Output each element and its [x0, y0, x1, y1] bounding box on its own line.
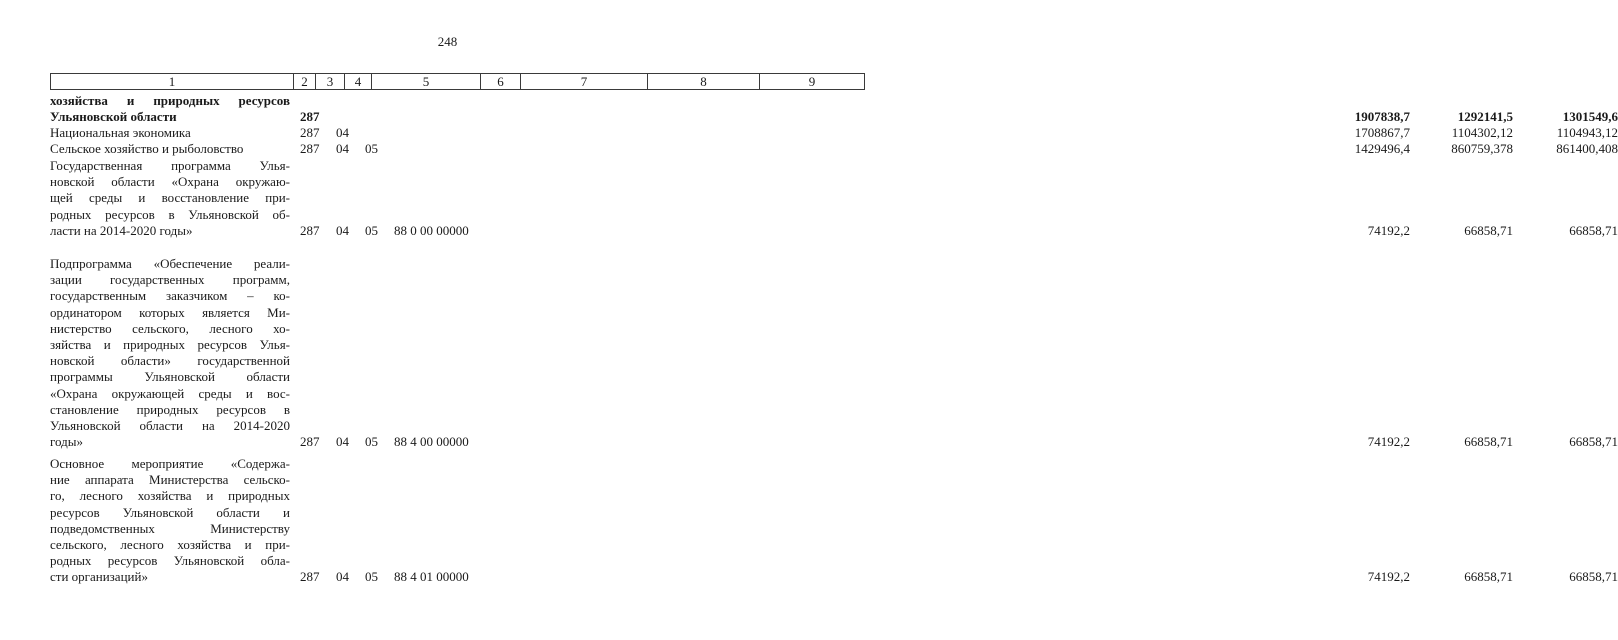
column-header-row [50, 73, 865, 90]
description-line: го, лесного хозяйства и природных [50, 488, 290, 504]
description-line: зации государственных программ, [50, 272, 290, 288]
cell-c7: 74192,2 [1367, 222, 1410, 238]
description-line: сельского, лесного хозяйства и при- [50, 537, 290, 553]
cell-c3: 04 [336, 125, 349, 140]
description-line: Сельское хозяйство и рыболовство [50, 141, 244, 156]
column-header-6: 6 [481, 74, 521, 90]
cell-c4: 05 [365, 569, 378, 585]
description-line: государственным заказчиком – ко- [50, 288, 290, 304]
row-description [50, 93, 290, 125]
description-line: ординатором которых является Ми- [50, 304, 290, 320]
cell-c3: 04 [336, 434, 349, 450]
description-line: Подпрограмма «Обеспечение реали- [50, 256, 290, 271]
page-number: 248 [437, 34, 458, 49]
description-line: новской области» государственной [50, 353, 290, 369]
description-line: родных ресурсов Ульяновской обла- [50, 553, 290, 569]
column-header-7: 7 [521, 74, 648, 90]
description-line: зяйства и природных ресурсов Улья- [50, 337, 290, 353]
cell-c7: 1907838,7 [1354, 109, 1410, 125]
description-line: нистерство сельского, лесного хо- [50, 320, 290, 336]
cell-c5: 88 0 00 00000 [394, 222, 469, 238]
cell-c4: 05 [365, 434, 378, 450]
cell-c9: 1301549,6 [1562, 109, 1618, 125]
cell-c8: 1292141,5 [1457, 109, 1513, 125]
column-header-8: 8 [648, 74, 760, 90]
cell-c8: 860759,378 [1451, 141, 1513, 156]
column-header-3: 3 [316, 74, 345, 90]
cell-c8: 66858,71 [1464, 222, 1513, 238]
cell-c2: 287 [300, 434, 320, 450]
cell-c7: 1429496,4 [1354, 141, 1410, 156]
cell-c9: 66858,71 [1569, 569, 1618, 585]
cell-c3: 04 [336, 141, 349, 156]
description-line: годы» [50, 434, 83, 450]
column-header-1: 1 [51, 74, 294, 90]
cell-c9: 861400,408 [1556, 141, 1618, 156]
description-line: «Охрана окружающей среды и вос- [50, 385, 290, 401]
description-line: Основное мероприятие «Содержа- [50, 456, 290, 471]
row-description [50, 456, 290, 586]
cell-c2: 287 [300, 141, 320, 156]
description-line: ласти на 2014-2020 годы» [50, 222, 193, 238]
cell-c9: 66858,71 [1569, 222, 1618, 238]
column-header-5: 5 [372, 74, 481, 90]
description-line: подведомственных Министерству [50, 520, 290, 536]
table-row [50, 93, 1618, 125]
description-line: Ульяновской области [50, 109, 177, 125]
description-line: родных ресурсов в Ульяновской об- [50, 206, 290, 222]
cell-c4: 05 [365, 141, 378, 156]
description-line: ние аппарата Министерства сельско- [50, 472, 290, 488]
table-row [50, 141, 1618, 157]
cell-c3: 04 [336, 569, 349, 585]
description-line: хозяйства и природных ресурсов [50, 93, 290, 108]
description-line: сти организаций» [50, 569, 148, 585]
row-description [50, 158, 290, 239]
cell-c5: 88 4 01 00000 [394, 569, 469, 585]
description-line: щей среды и восстановление при- [50, 190, 290, 206]
row-description [50, 256, 290, 450]
cell-c2: 287 [300, 125, 320, 140]
cell-c3: 04 [336, 222, 349, 238]
description-line: Национальная экономика [50, 125, 191, 140]
description-line: Государственная программа Улья- [50, 158, 290, 173]
description-line: Ульяновской области на 2014-2020 [50, 418, 290, 434]
cell-c5: 88 4 00 00000 [394, 434, 469, 450]
cell-c8: 66858,71 [1464, 569, 1513, 585]
description-line: становление природных ресурсов в [50, 401, 290, 417]
description-line: ресурсов Ульяновской области и [50, 504, 290, 520]
table-row [50, 456, 1618, 586]
description-line: программы Ульяновской области [50, 369, 290, 385]
row-description [50, 141, 290, 157]
column-header-9: 9 [760, 74, 865, 90]
cell-c2: 287 [300, 222, 320, 238]
cell-c9: 66858,71 [1569, 434, 1618, 450]
cell-c2: 287 [300, 109, 320, 125]
column-header-2: 2 [294, 74, 316, 90]
cell-c2: 287 [300, 569, 320, 585]
column-header-4: 4 [345, 74, 372, 90]
cell-c8: 1104302,12 [1451, 125, 1513, 140]
table-row [50, 125, 1618, 141]
table-row [50, 158, 1618, 239]
row-description [50, 125, 290, 141]
cell-c7: 74192,2 [1367, 434, 1410, 450]
cell-c7: 1708867,7 [1354, 125, 1410, 140]
cell-c4: 05 [365, 222, 378, 238]
cell-c9: 1104943,12 [1556, 125, 1618, 140]
cell-c8: 66858,71 [1464, 434, 1513, 450]
cell-c7: 74192,2 [1367, 569, 1410, 585]
description-line: новской области «Охрана окружаю- [50, 174, 290, 190]
table-row [50, 256, 1618, 450]
